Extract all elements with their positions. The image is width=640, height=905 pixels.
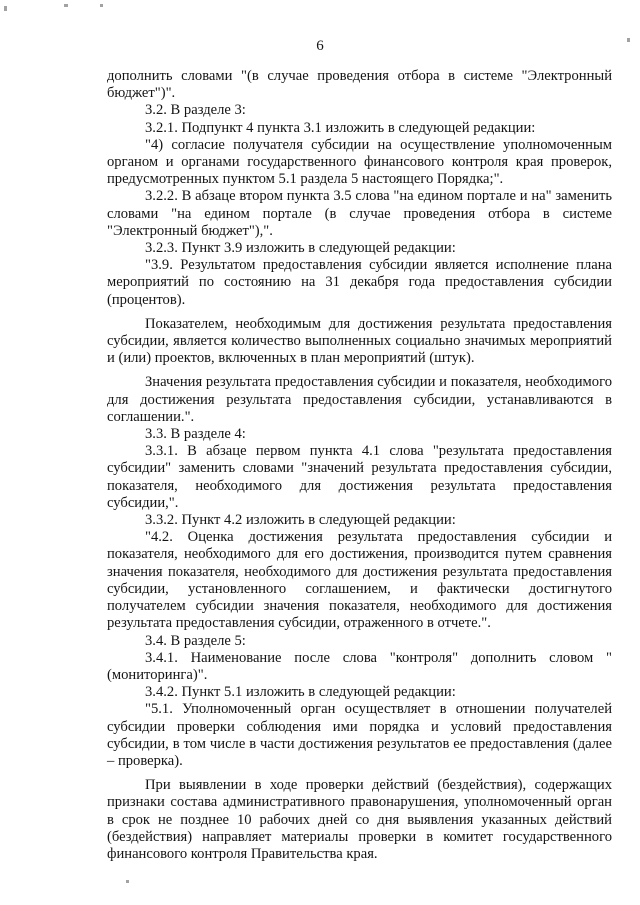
scan-speck bbox=[100, 4, 103, 7]
scan-speck bbox=[126, 880, 129, 883]
paragraph: 3.4.2. Пункт 5.1 изложить в следующей редакции: bbox=[145, 684, 456, 701]
paragraph: При выявлении в ходе проверки действий (бездействия), содержащих признаки состава административного правонарушения, уполномоченный орган в срок не позднее 10 рабочих дней со дня выявления указанных действий (бездействия) направляет материалы проверки в комитет государственного финансового контроля Правительства края. bbox=[107, 777, 612, 862]
paragraph: "4) согласие получателя субсидии на осуществление уполномоченным органом и органами государственного финансового контроля края проверок, предусмотренных пунктом 5.1 раздела 5 настоящего Порядка;". bbox=[107, 136, 612, 188]
paragraph: 3.2.1. Подпункт 4 пункта 3.1 изложить в следующей редакции: bbox=[145, 119, 536, 136]
paragraph: Значения результата предоставления субсидии и показателя, необходимого для достижения результата предоставления субсидии, устанавливаются в соглашении.". bbox=[107, 374, 612, 425]
paragraph: 3.3.2. Пункт 4.2 изложить в следующей редакции: bbox=[145, 512, 456, 529]
paragraph: дополнить словами "(в случае проведения отбора в системе "Электронный бюджет")". bbox=[107, 68, 612, 102]
paragraph: Показателем, необходимым для достижения результата предоставления субсидии, является количество выполненных социально значимых мероприятий и (или) проектов, включенных в план мероприятий (штук). bbox=[107, 315, 612, 367]
paragraph: "3.9. Результатом предоставления субсидии является исполнение плана мероприятий по состоянию на 31 декабря года предоставления субсидии (процентов). bbox=[107, 257, 612, 308]
paragraph: 3.3.1. В абзаце первом пункта 4.1 слова "результата предоставления субсидии" заменить словами "значений результата предоставления субсидии, показателя, необходимого для достижения результата предоставления субсидии,". bbox=[107, 443, 612, 511]
scan-speck bbox=[64, 4, 68, 7]
paragraph: 3.2. В разделе 3: bbox=[145, 102, 246, 119]
paragraph: 3.4.1. Наименование после слова "контроля" дополнить словом "(мониторинга)". bbox=[107, 649, 612, 683]
paragraph: "4.2. Оценка достижения результата предоставления субсидии и показателя, необходимого для его достижения, производится путем сравнения значения показателя, необходимого для достижения результата предоставления субсидии, установленного соглашением, и фактически достигнутого получателем субсидии значения показателя, необходимого для достижения результата предоставления субсидии, отраженного в отчете.". bbox=[107, 529, 612, 632]
scan-speck bbox=[4, 6, 7, 11]
paragraph: 3.3. В разделе 4: bbox=[145, 426, 246, 443]
paragraph: 3.2.3. Пункт 3.9 изложить в следующей редакции: bbox=[145, 240, 456, 257]
page-number: 6 bbox=[316, 38, 324, 54]
paragraph: "5.1. Уполномоченный орган осуществляет в отношении получателей субсидии проверки соблюдения ими порядка и условий предоставления субсидии, в том числе в части достижения результатов ее предоставления (далее – проверка). bbox=[107, 701, 612, 769]
paragraph: 3.2.2. В абзаце втором пункта 3.5 слова "на едином портале и на" заменить словами "на едином портале (в случае проведения отбора в системе "Электронный бюджет"),". bbox=[107, 188, 612, 239]
document-body bbox=[107, 68, 612, 863]
paragraph: 3.4. В разделе 5: bbox=[145, 632, 246, 649]
